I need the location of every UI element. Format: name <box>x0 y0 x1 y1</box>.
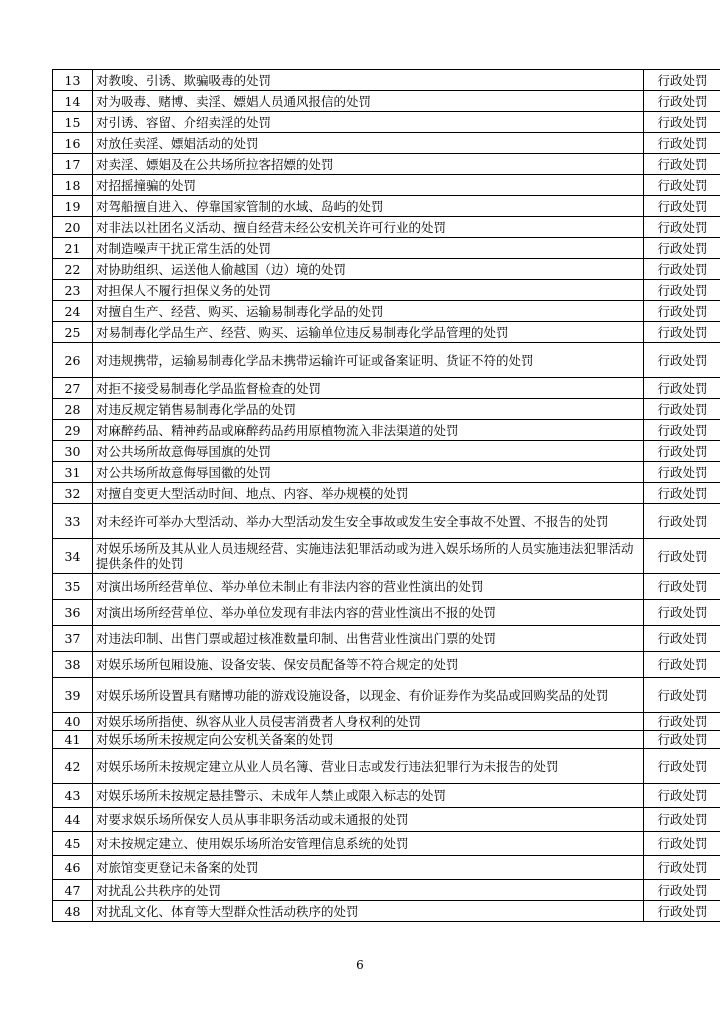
row-number: 45 <box>53 832 93 856</box>
row-type: 行政处罚 <box>644 504 720 539</box>
row-type: 行政处罚 <box>644 196 720 217</box>
row-item: 对演出场所经营单位、举办单位发现有非法内容的营业性演出不报的处罚 <box>93 600 644 626</box>
table-row <box>53 301 720 322</box>
row-number: 38 <box>53 652 93 678</box>
table-row <box>53 399 720 420</box>
row-type: 行政处罚 <box>644 678 720 713</box>
row-number: 43 <box>53 784 93 808</box>
table-row <box>53 652 720 678</box>
row-number: 16 <box>53 133 93 154</box>
table-row <box>53 238 720 259</box>
table-row <box>53 749 720 784</box>
row-item: 对扰乱文化、体育等大型群众性活动秩序的处罚 <box>93 901 644 922</box>
row-number: 17 <box>53 154 93 175</box>
row-item: 对违法印制、出售门票或超过核准数量印制、出售营业性演出门票的处罚 <box>93 626 644 652</box>
row-type: 行政处罚 <box>644 91 720 112</box>
table-row <box>53 70 720 91</box>
table-row <box>53 504 720 539</box>
row-number: 28 <box>53 399 93 420</box>
table-row <box>53 154 720 175</box>
table-row <box>53 483 720 504</box>
row-number: 20 <box>53 217 93 238</box>
row-number: 39 <box>53 678 93 713</box>
row-type: 行政处罚 <box>644 280 720 301</box>
row-number: 15 <box>53 112 93 133</box>
row-item: 对放任卖淫、嫖娼活动的处罚 <box>93 133 644 154</box>
row-item: 对易制毒化学品生产、经营、购买、运输单位违反易制毒化学品管理的处罚 <box>93 322 644 343</box>
row-item: 对违反规定销售易制毒化学品的处罚 <box>93 399 644 420</box>
table-row <box>53 420 720 441</box>
row-number: 23 <box>53 280 93 301</box>
row-item: 对旅馆变更登记未备案的处罚 <box>93 856 644 880</box>
row-type: 行政处罚 <box>644 832 720 856</box>
row-type: 行政处罚 <box>644 784 720 808</box>
row-number: 47 <box>53 880 93 901</box>
row-item: 对违规携带，运输易制毒化学品未携带运输许可证或备案证明、货证不符的处罚 <box>93 343 644 378</box>
row-number: 33 <box>53 504 93 539</box>
table-row <box>53 378 720 399</box>
row-item: 对麻醉药品、精神药品或麻醉药品药用原植物流入非法渠道的处罚 <box>93 420 644 441</box>
table-row <box>53 322 720 343</box>
table-row <box>53 731 720 749</box>
row-item: 对引诱、容留、介绍卖淫的处罚 <box>93 112 644 133</box>
row-item: 对为吸毒、赌博、卖淫、嫖娼人员通风报信的处罚 <box>93 91 644 112</box>
row-type: 行政处罚 <box>644 301 720 322</box>
row-item: 对驾船擅自进入、停靠国家管制的水域、岛屿的处罚 <box>93 196 644 217</box>
table-row <box>53 626 720 652</box>
row-item: 对娱乐场所及其从业人员违规经营、实施违法犯罪活动或为进入娱乐场所的人员实施违法犯罪活动提供条件的处罚 <box>93 539 644 574</box>
row-number: 25 <box>53 322 93 343</box>
row-number: 24 <box>53 301 93 322</box>
row-item: 对演出场所经营单位、举办单位未制止有非法内容的营业性演出的处罚 <box>93 574 644 600</box>
row-item: 对擅自生产、经营、购买、运输易制毒化学品的处罚 <box>93 301 644 322</box>
row-type: 行政处罚 <box>644 420 720 441</box>
row-item: 对未按规定建立、使用娱乐场所治安管理信息系统的处罚 <box>93 832 644 856</box>
row-item: 对擅自变更大型活动时间、地点、内容、举办规模的处罚 <box>93 483 644 504</box>
row-number: 36 <box>53 600 93 626</box>
table-row <box>53 259 720 280</box>
row-item: 对卖淫、嫖娼及在公共场所拉客招嫖的处罚 <box>93 154 644 175</box>
row-item: 对娱乐场所未按规定向公安机关备案的处罚 <box>93 731 644 749</box>
row-number: 30 <box>53 441 93 462</box>
row-number: 21 <box>53 238 93 259</box>
row-number: 26 <box>53 343 93 378</box>
table-row <box>53 112 720 133</box>
table-row <box>53 196 720 217</box>
row-item: 对教唆、引诱、欺骗吸毒的处罚 <box>93 70 644 91</box>
page-number: 6 <box>356 958 364 972</box>
table-row <box>53 217 720 238</box>
row-item: 对招摇撞骗的处罚 <box>93 175 644 196</box>
row-number: 13 <box>53 70 93 91</box>
row-type: 行政处罚 <box>644 713 720 731</box>
row-number: 22 <box>53 259 93 280</box>
row-type: 行政处罚 <box>644 70 720 91</box>
row-item: 对扰乱公共秩序的处罚 <box>93 880 644 901</box>
row-number: 19 <box>53 196 93 217</box>
row-number: 42 <box>53 749 93 784</box>
row-item: 对娱乐场所设置具有赌博功能的游戏设施设备，以现金、有价证券作为奖品或回购奖品的处罚 <box>93 678 644 713</box>
table-row <box>53 574 720 600</box>
table-row <box>53 678 720 713</box>
table-row <box>53 175 720 196</box>
row-item: 对娱乐场所包厢设施、设备安装、保安员配备等不符合规定的处罚 <box>93 652 644 678</box>
row-number: 46 <box>53 856 93 880</box>
row-item: 对公共场所故意侮辱国徽的处罚 <box>93 462 644 483</box>
table-row <box>53 880 720 901</box>
row-type: 行政处罚 <box>644 259 720 280</box>
row-type: 行政处罚 <box>644 154 720 175</box>
row-type: 行政处罚 <box>644 652 720 678</box>
table-row <box>53 343 720 378</box>
row-type: 行政处罚 <box>644 133 720 154</box>
row-type: 行政处罚 <box>644 399 720 420</box>
row-type: 行政处罚 <box>644 626 720 652</box>
row-number: 48 <box>53 901 93 922</box>
table-row <box>53 784 720 808</box>
penalty-table <box>52 69 720 922</box>
table-row <box>53 856 720 880</box>
row-item: 对要求娱乐场所保安人员从事非职务活动或未通报的处罚 <box>93 808 644 832</box>
row-number: 29 <box>53 420 93 441</box>
row-type: 行政处罚 <box>644 483 720 504</box>
row-number: 44 <box>53 808 93 832</box>
row-item: 对娱乐场所指使、纵容从业人员侵害消费者人身权利的处罚 <box>93 713 644 731</box>
row-item: 对拒不接受易制毒化学品监督检查的处罚 <box>93 378 644 399</box>
row-number: 35 <box>53 574 93 600</box>
row-type: 行政处罚 <box>644 856 720 880</box>
row-type: 行政处罚 <box>644 175 720 196</box>
row-type: 行政处罚 <box>644 217 720 238</box>
row-type: 行政处罚 <box>644 600 720 626</box>
row-type: 行政处罚 <box>644 574 720 600</box>
row-number: 31 <box>53 462 93 483</box>
row-type: 行政处罚 <box>644 880 720 901</box>
table-row <box>53 713 720 731</box>
row-number: 27 <box>53 378 93 399</box>
table-row <box>53 600 720 626</box>
row-number: 18 <box>53 175 93 196</box>
row-item: 对非法以社团名义活动、擅自经营未经公安机关许可行业的处罚 <box>93 217 644 238</box>
row-item: 对协助组织、运送他人偷越国（边）境的处罚 <box>93 259 644 280</box>
row-item: 对担保人不履行担保义务的处罚 <box>93 280 644 301</box>
row-type: 行政处罚 <box>644 749 720 784</box>
row-type: 行政处罚 <box>644 731 720 749</box>
row-type: 行政处罚 <box>644 462 720 483</box>
row-item: 对未经许可举办大型活动、举办大型活动发生安全事故或发生安全事故不处置、不报告的处罚 <box>93 504 644 539</box>
row-type: 行政处罚 <box>644 901 720 922</box>
table-row <box>53 280 720 301</box>
row-item: 对公共场所故意侮辱国旗的处罚 <box>93 441 644 462</box>
table-row <box>53 91 720 112</box>
row-type: 行政处罚 <box>644 808 720 832</box>
row-type: 行政处罚 <box>644 539 720 574</box>
row-type: 行政处罚 <box>644 322 720 343</box>
row-item: 对娱乐场所未按规定悬挂警示、未成年人禁止或限入标志的处罚 <box>93 784 644 808</box>
row-type: 行政处罚 <box>644 378 720 399</box>
row-number: 34 <box>53 539 93 574</box>
row-type: 行政处罚 <box>644 238 720 259</box>
table-row <box>53 462 720 483</box>
row-type: 行政处罚 <box>644 441 720 462</box>
table-row <box>53 832 720 856</box>
row-number: 40 <box>53 713 93 731</box>
table-row <box>53 441 720 462</box>
row-type: 行政处罚 <box>644 112 720 133</box>
table-row <box>53 808 720 832</box>
row-item: 对制造噪声干扰正常生活的处罚 <box>93 238 644 259</box>
row-number: 32 <box>53 483 93 504</box>
row-number: 41 <box>53 731 93 749</box>
table-row <box>53 133 720 154</box>
row-number: 37 <box>53 626 93 652</box>
table-row <box>53 901 720 922</box>
row-number: 14 <box>53 91 93 112</box>
row-item: 对娱乐场所未按规定建立从业人员名簿、营业日志或发行违法犯罪行为未报告的处罚 <box>93 749 644 784</box>
row-type: 行政处罚 <box>644 343 720 378</box>
table-row <box>53 539 720 574</box>
